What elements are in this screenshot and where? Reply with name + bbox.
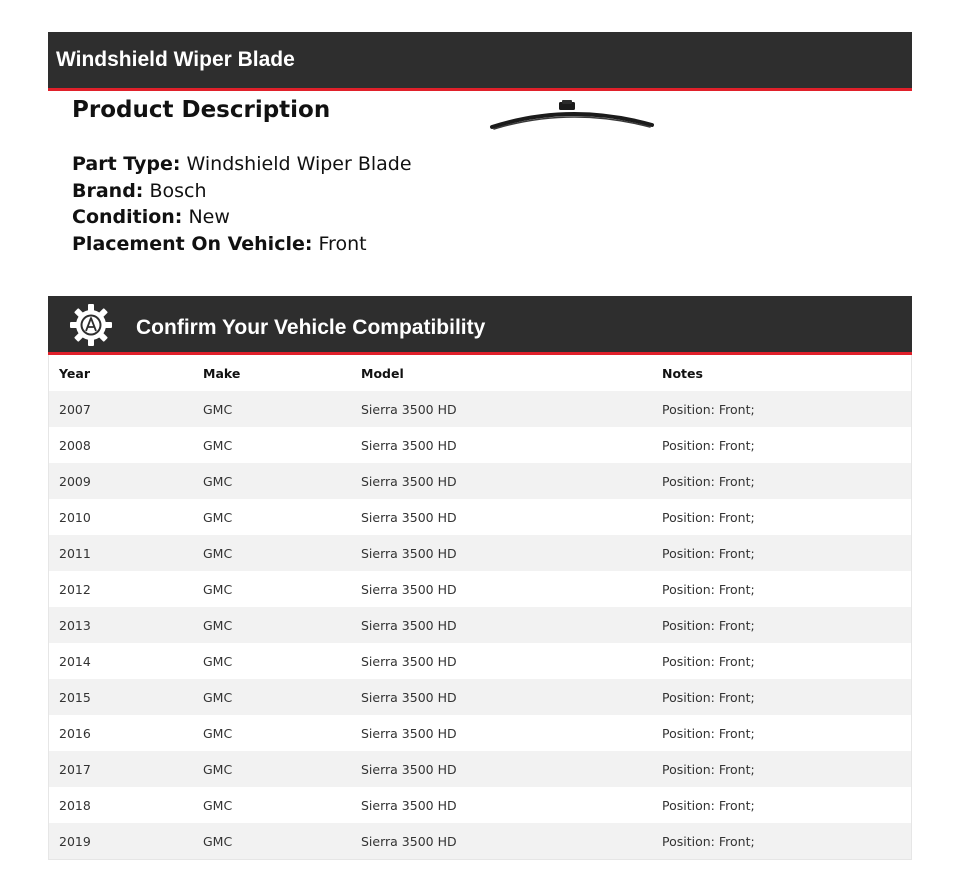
cell-year: 2018	[59, 797, 91, 813]
spec-part-type	[72, 151, 412, 178]
cell-year: 2014	[59, 653, 91, 669]
table-row	[49, 499, 911, 535]
table-row	[49, 787, 911, 823]
cell-make: GMC	[203, 473, 233, 489]
cell-notes: Position: Front;	[662, 725, 755, 741]
cell-year: 2009	[59, 473, 91, 489]
cell-make: GMC	[203, 545, 233, 561]
cell-make: GMC	[203, 509, 233, 525]
cell-model: Sierra 3500 HD	[361, 725, 457, 741]
cell-model: Sierra 3500 HD	[361, 797, 457, 813]
cell-make: GMC	[203, 581, 233, 597]
column-header-notes: Notes	[652, 355, 911, 391]
column-header-year: Year	[49, 355, 193, 391]
table-row	[49, 463, 911, 499]
cell-make: GMC	[203, 653, 233, 669]
cell-year: 2019	[59, 833, 91, 849]
cell-notes: Position: Front;	[662, 797, 755, 813]
cell-year: 2017	[59, 761, 91, 777]
cell-model: Sierra 3500 HD	[361, 833, 457, 849]
cell-model: Sierra 3500 HD	[361, 473, 457, 489]
product-description-heading: Product Description	[72, 97, 331, 123]
table-row	[49, 715, 911, 751]
spec-value: Bosch	[149, 179, 207, 202]
cell-make: GMC	[203, 689, 233, 705]
cell-make: GMC	[203, 833, 233, 849]
cell-notes: Position: Front;	[662, 617, 755, 633]
cell-year: 2013	[59, 617, 91, 633]
cell-model: Sierra 3500 HD	[361, 401, 457, 417]
cell-notes: Position: Front;	[662, 509, 755, 525]
column-header-model: Model	[351, 355, 652, 391]
table-row	[49, 679, 911, 715]
cell-model: Sierra 3500 HD	[361, 617, 457, 633]
cell-year: 2015	[59, 689, 91, 705]
cell-model: Sierra 3500 HD	[361, 509, 457, 525]
table-row	[49, 823, 911, 859]
table-row	[49, 427, 911, 463]
spec-label: Part Type:	[72, 153, 181, 175]
table-row	[49, 571, 911, 607]
cell-notes: Position: Front;	[662, 437, 755, 453]
spec-label: Brand:	[72, 179, 144, 202]
cell-year: 2012	[59, 581, 91, 597]
column-header-make: Make	[193, 355, 351, 391]
table-row	[49, 535, 911, 571]
cell-make: GMC	[203, 437, 233, 453]
cell-model: Sierra 3500 HD	[361, 761, 457, 777]
table-row	[49, 391, 911, 427]
wiper-blade-image	[488, 98, 658, 134]
spec-label: Placement On Vehicle:	[72, 232, 313, 255]
cell-year: 2010	[59, 509, 91, 525]
cell-model: Sierra 3500 HD	[361, 545, 457, 561]
spec-value: Front	[318, 232, 367, 255]
table-row	[49, 607, 911, 643]
cell-model: Sierra 3500 HD	[361, 653, 457, 669]
cell-notes: Position: Front;	[662, 545, 755, 561]
spec-label: Condition:	[72, 206, 183, 228]
spec-placement	[72, 231, 412, 258]
cell-year: 2008	[59, 437, 91, 453]
cell-make: GMC	[203, 797, 233, 813]
cell-make: GMC	[203, 761, 233, 777]
spec-brand	[72, 178, 412, 205]
gear-icon	[70, 304, 112, 346]
compatibility-title: Confirm Your Vehicle Compatibility	[136, 316, 486, 339]
table-row	[49, 643, 911, 679]
cell-notes: Position: Front;	[662, 833, 755, 849]
table-row	[49, 751, 911, 787]
compatibility-table-wrapper	[48, 355, 912, 860]
product-title-bar	[48, 32, 912, 91]
spec-condition	[72, 204, 412, 231]
cell-year: 2007	[59, 401, 91, 417]
cell-year: 2016	[59, 725, 91, 741]
cell-notes: Position: Front;	[662, 473, 755, 489]
cell-make: GMC	[203, 725, 233, 741]
product-title: Windshield Wiper Blade	[56, 48, 295, 71]
cell-notes: Position: Front;	[662, 581, 755, 597]
spec-value: New	[188, 206, 230, 228]
compatibility-bar	[48, 296, 912, 355]
cell-notes: Position: Front;	[662, 761, 755, 777]
spec-value: Windshield Wiper Blade	[186, 153, 412, 175]
cell-notes: Position: Front;	[662, 401, 755, 417]
product-specs	[72, 151, 412, 257]
cell-notes: Position: Front;	[662, 689, 755, 705]
cell-notes: Position: Front;	[662, 653, 755, 669]
cell-make: GMC	[203, 617, 233, 633]
cell-model: Sierra 3500 HD	[361, 437, 457, 453]
compatibility-table	[49, 355, 911, 859]
table-header-row	[49, 355, 911, 391]
cell-model: Sierra 3500 HD	[361, 581, 457, 597]
cell-year: 2011	[59, 545, 91, 561]
cell-make: GMC	[203, 401, 233, 417]
cell-model: Sierra 3500 HD	[361, 689, 457, 705]
